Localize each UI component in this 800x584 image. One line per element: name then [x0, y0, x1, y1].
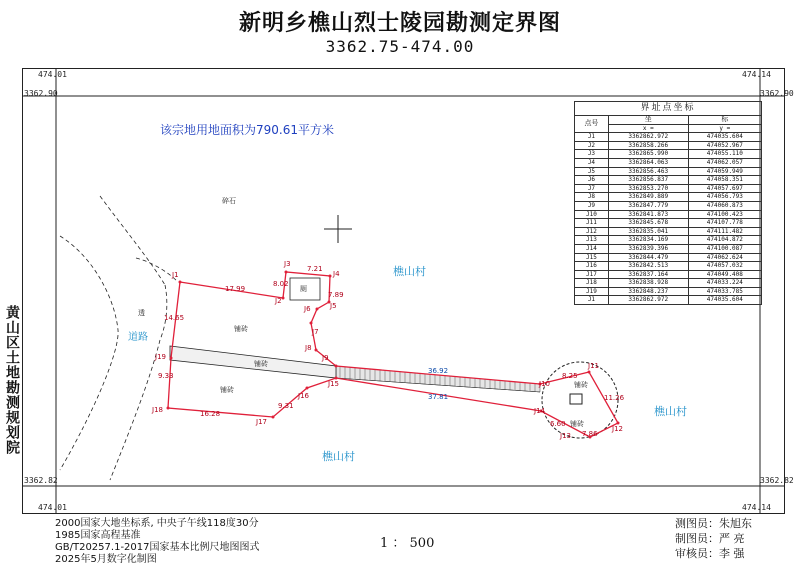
table-row	[575, 227, 762, 236]
table-cell-y: 474062.057	[688, 158, 761, 167]
table-cell-x: 3362842.513	[608, 262, 688, 271]
corner-label-top-right-x: 474.14	[742, 70, 771, 79]
corner-label-right-y-top: 3362.90	[760, 89, 794, 98]
table-cell-p: J8	[575, 193, 609, 202]
point-label: J18	[152, 406, 163, 414]
area-note: 该宗地用地面积为790.61平方米	[160, 123, 334, 137]
table-row	[575, 141, 762, 150]
table-cell-p: J17	[575, 270, 609, 279]
table-cell-y: 474035.604	[688, 296, 761, 305]
table-cell-x: 3362835.041	[608, 227, 688, 236]
table-cell-p: J15	[575, 253, 609, 262]
map-scale: 1 ： 500	[380, 536, 435, 551]
table-cell-p: J3	[575, 150, 609, 159]
point-label: J16	[298, 392, 309, 400]
village-label-3: 樵山村	[322, 450, 355, 463]
table-cell-y: 474033.224	[688, 279, 761, 288]
table-cell-y: 474056.793	[688, 193, 761, 202]
paving-label-2: 铺砖	[254, 360, 268, 368]
edge-length: 14.65	[164, 314, 185, 322]
table-cell-x: 3362848.237	[608, 287, 688, 296]
edge-length: 9.31	[278, 402, 294, 410]
edge-length: 7.89	[328, 291, 344, 299]
table-cell-y: 474052.967	[688, 141, 761, 150]
road-label: 道路	[128, 332, 148, 343]
table-row	[575, 279, 762, 288]
paving-label-1: 铺砖	[234, 325, 248, 333]
table-row	[575, 236, 762, 245]
col-coord: 坐	[608, 116, 688, 125]
table-cell-y: 474060.873	[688, 201, 761, 210]
table-row	[575, 167, 762, 176]
table-cell-x: 3362853.270	[608, 184, 688, 193]
village-label-2: 樵山村	[654, 405, 687, 418]
table-cell-x: 3362847.779	[608, 201, 688, 210]
table-title: 界址点坐标	[575, 102, 762, 116]
footer-notes	[55, 518, 260, 566]
table-row	[575, 253, 762, 262]
point-label: J4	[333, 270, 340, 278]
footer-coordinate-system: 2000国家大地坐标系, 中央子午线118度30分	[55, 518, 259, 529]
table-body	[575, 133, 762, 305]
footer-standard: GB/T20257.1-2017国家基本比例尺地图图式	[55, 542, 260, 553]
table-cell-y: 474100.423	[688, 210, 761, 219]
point-label: J12	[612, 425, 623, 433]
point-label: J9	[322, 354, 329, 362]
tong-label: 透	[138, 309, 145, 317]
table-row	[575, 219, 762, 228]
corner-label-left-y-top: 3362.90	[24, 89, 58, 98]
table-row	[575, 158, 762, 167]
table-row	[575, 244, 762, 253]
table-cell-y: 474033.785	[688, 287, 761, 296]
edge-length: 8.02	[273, 280, 289, 288]
table-cell-p: J6	[575, 176, 609, 185]
table-cell-y: 474035.604	[688, 133, 761, 142]
point-label: J7	[312, 328, 319, 336]
table-cell-x: 3362834.169	[608, 236, 688, 245]
table-cell-y: 474049.408	[688, 270, 761, 279]
corner-label-top-left-x: 474.01	[38, 70, 67, 79]
table-cell-y: 474062.624	[688, 253, 761, 262]
surveyor: 测图员：朱旭东	[675, 517, 752, 530]
corner-label-bottom-right-x: 474.14	[742, 503, 771, 512]
table-row	[575, 210, 762, 219]
table-cell-p: J16	[575, 262, 609, 271]
paving-label-4: 铺砖	[574, 381, 588, 389]
table-cell-x: 3362845.678	[608, 219, 688, 228]
table-cell-x: 3362858.266	[608, 141, 688, 150]
table-cell-y: 474107.778	[688, 219, 761, 228]
table-cell-x: 3362865.990	[608, 150, 688, 159]
point-label: J2	[275, 297, 282, 305]
corner-label-right-y-bottom: 3362.82	[760, 476, 794, 485]
map-sheet-number: 3362.75-474.00	[325, 37, 475, 56]
table-cell-p: J2	[575, 141, 609, 150]
edge-length: 11.26	[604, 394, 625, 402]
table-cell-p: J1	[575, 296, 609, 305]
table-cell-p: J11	[575, 219, 609, 228]
table-cell-p: J7	[575, 184, 609, 193]
table-row	[575, 270, 762, 279]
table-cell-y: 474059.949	[688, 167, 761, 176]
reviewer: 审核员：李 强	[675, 547, 745, 560]
table-cell-y: 474057.697	[688, 184, 761, 193]
table-cell-p: J12	[575, 227, 609, 236]
grid-cross	[324, 215, 352, 243]
boundary-coordinate-table	[574, 101, 762, 305]
table-cell-x: 3362838.928	[608, 279, 688, 288]
point-label: J17	[256, 418, 267, 426]
stone-label: 碎石	[222, 197, 236, 205]
paving-label-3: 铺砖	[220, 386, 234, 394]
table-cell-x: 3362864.063	[608, 158, 688, 167]
map-title: 新明乡樵山烈士陵园勘测定界图	[238, 11, 561, 36]
table-cell-x: 3362862.972	[608, 296, 688, 305]
table-cell-x: 3362849.889	[608, 193, 688, 202]
table-cell-p: J10	[575, 210, 609, 219]
table-row	[575, 193, 762, 202]
edge-length: 16.28	[200, 410, 221, 418]
table-cell-p: J18	[575, 279, 609, 288]
edge-length: 6.60	[550, 420, 566, 428]
signatures	[675, 516, 752, 561]
table-row	[575, 296, 762, 305]
table-cell-y: 474055.110	[688, 150, 761, 159]
table-cell-y: 474104.872	[688, 236, 761, 245]
edge-length: 7.21	[307, 265, 323, 273]
table-cell-x: 3362837.164	[608, 270, 688, 279]
edge-length: 7.86	[582, 430, 598, 438]
col-point: 点号	[575, 116, 609, 133]
table-cell-x: 3362839.396	[608, 244, 688, 253]
table-row	[575, 150, 762, 159]
table-cell-p: J5	[575, 167, 609, 176]
institution-name: 黄山区土地勘测规划院	[4, 305, 20, 455]
table-cell-p: J14	[575, 244, 609, 253]
edge-length: 17.99	[225, 285, 246, 293]
table-cell-y: 474111.482	[688, 227, 761, 236]
edge-length: 36.92	[428, 367, 449, 375]
corner-label-left-y-bottom: 3362.82	[24, 476, 58, 485]
drafter: 制图员：严 亮	[675, 532, 745, 545]
point-label: J11	[588, 362, 599, 370]
table-cell-x: 3362856.463	[608, 167, 688, 176]
col-y: y =	[688, 124, 761, 133]
point-label: J19	[155, 353, 166, 361]
point-label: J8	[305, 344, 312, 352]
point-label: J1	[172, 271, 179, 279]
road-edges	[60, 196, 178, 480]
table-cell-x: 3362862.972	[608, 133, 688, 142]
table-cell-p: J4	[575, 158, 609, 167]
point-label: J14	[534, 407, 545, 415]
corner-label-bottom-left-x: 474.01	[38, 503, 67, 512]
col-coord-2: 标	[688, 116, 761, 125]
point-label: J10	[539, 380, 550, 388]
toilet-label: 厕	[300, 285, 307, 293]
footer-height-datum: 1985国家高程基准	[55, 530, 141, 541]
edge-length: 8.25	[562, 372, 578, 380]
table-row	[575, 262, 762, 271]
point-label: J15	[328, 380, 339, 388]
point-label: J3	[284, 260, 291, 268]
paving-label-5: 铺砖	[570, 420, 584, 428]
table-row	[575, 184, 762, 193]
col-x: x =	[608, 124, 688, 133]
edge-length: 9.33	[158, 372, 174, 380]
edge-length: 37.81	[428, 393, 449, 401]
point-label: J5	[330, 302, 337, 310]
footer-date: 2025年5月数字化制图	[55, 554, 157, 565]
point-label: J13	[560, 432, 571, 440]
table-cell-p: J19	[575, 287, 609, 296]
table-cell-y: 474100.087	[688, 244, 761, 253]
table-row	[575, 287, 762, 296]
point-label: J6	[304, 305, 311, 313]
table-row	[575, 176, 762, 185]
table-cell-p: J1	[575, 133, 609, 142]
table-cell-x: 3362841.873	[608, 210, 688, 219]
table-cell-y: 474058.351	[688, 176, 761, 185]
table-cell-x: 3362844.479	[608, 253, 688, 262]
table-cell-x: 3362856.837	[608, 176, 688, 185]
table-cell-p: J9	[575, 201, 609, 210]
table-row	[575, 133, 762, 142]
table-cell-y: 474057.032	[688, 262, 761, 271]
village-label-1: 樵山村	[393, 265, 426, 278]
table-row	[575, 201, 762, 210]
table-cell-p: J13	[575, 236, 609, 245]
